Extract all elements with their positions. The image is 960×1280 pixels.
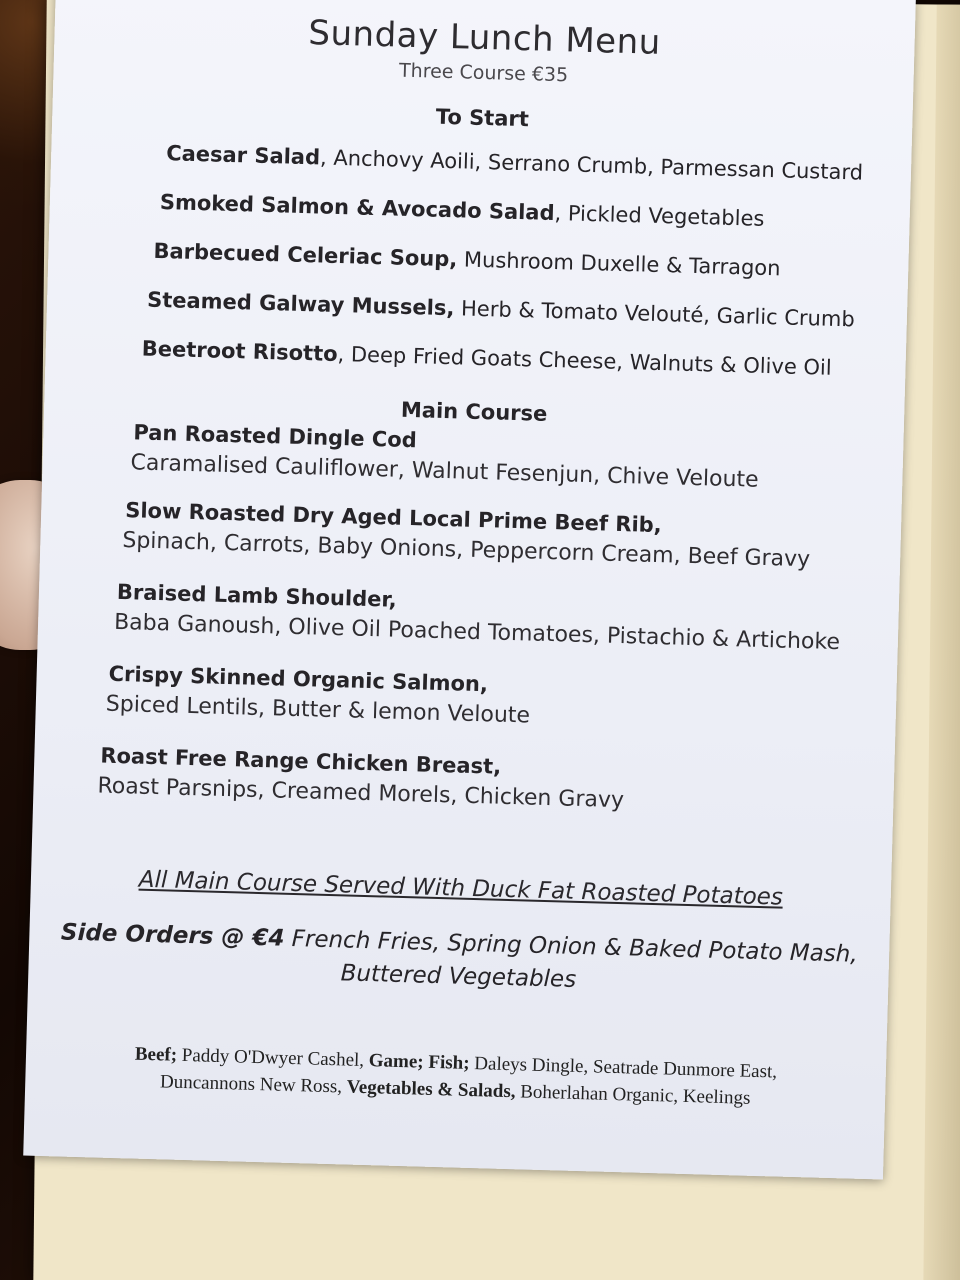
main-item-desc: Spiced Lentils, Butter & lemon Veloute [105, 691, 531, 729]
starter-item [160, 190, 765, 231]
starter-item [166, 141, 863, 184]
dish-desc: , Anchovy Aoili, Serrano Crumb, Parmessan Custard [319, 145, 864, 185]
starter-item [147, 288, 855, 332]
side-orders-line2: Buttered Vegetables [340, 960, 577, 993]
side-orders-line1: French Fries, Spring Onion & Baked Potato Mash, [284, 925, 858, 968]
dish-desc: , Pickled Vegetables [554, 201, 765, 231]
game-label: Game; [368, 1050, 424, 1073]
main-item-name: Pan Roasted Dingle Cod [133, 420, 418, 453]
fish-supplier-2: Duncannons New Ross, [159, 1071, 348, 1098]
beef-label: Beef; [134, 1043, 178, 1066]
mains-heading: Main Course [400, 397, 548, 426]
dish-desc: Herb & Tomato Velouté, Garlic Crumb [454, 296, 856, 332]
fish-label: Fish; [423, 1051, 470, 1074]
side-orders-label: Side Orders @ €4 [60, 919, 285, 952]
beef-supplier: Paddy O'Dwyer Cashel, [176, 1044, 370, 1072]
potatoes-note: All Main Course Served With Duck Fat Roasted Potatoes [138, 866, 784, 911]
dish-name: Smoked Salmon & Avocado Salad [159, 189, 555, 225]
main-item-desc: Roast Parsnips, Creamed Morels, Chicken Gravy [97, 773, 625, 814]
main-item-name: Crispy Skinned Organic Salmon, [108, 661, 489, 697]
starters-heading: To Start [435, 104, 530, 132]
main-item-name: Braised Lamb Shoulder, [116, 579, 398, 612]
starter-item [153, 239, 781, 281]
menu-title: Sunday Lunch Menu [307, 13, 662, 63]
menu-price: Three Course €35 [398, 59, 569, 87]
dish-desc: , Deep Fried Goats Cheese, Walnuts & Olive Oil [337, 342, 833, 380]
fish-supplier: Daleys Dingle, Seatrade Dunmore East, [469, 1052, 778, 1083]
dish-name: Steamed Galway Mussels, [146, 287, 455, 321]
side-orders [28, 916, 890, 1006]
dish-name: Beetroot Risotto [141, 336, 338, 366]
dish-name: Barbecued Celeriac Soup, [153, 238, 458, 272]
main-item-name: Slow Roasted Dry Aged Local Prime Beef Rib, [124, 498, 663, 538]
suppliers [25, 1038, 886, 1116]
main-item-name: Roast Free Range Chicken Breast, [100, 743, 502, 779]
folder-edge [923, 4, 960, 1280]
dish-desc: Mushroom Duxelle & Tarragon [456, 247, 781, 281]
veg-label: Vegetables & Salads, [346, 1076, 516, 1103]
main-item-desc: Baba Ganoush, Olive Oil Poached Tomatoes, Pistachio & Artichoke [113, 609, 841, 656]
veg-supplier: Boherlahan Organic, Keelings [515, 1081, 751, 1109]
main-item-desc: Caramalised Cauliflower, Walnut Fesenjun, Chive Veloute [130, 450, 759, 493]
menu-sheet [23, 0, 916, 1180]
main-item-desc: Spinach, Carrots, Baby Onions, Peppercorn Cream, Beef Gravy [122, 528, 811, 573]
dish-name: Caesar Salad [165, 141, 321, 170]
starter-item [141, 337, 832, 380]
